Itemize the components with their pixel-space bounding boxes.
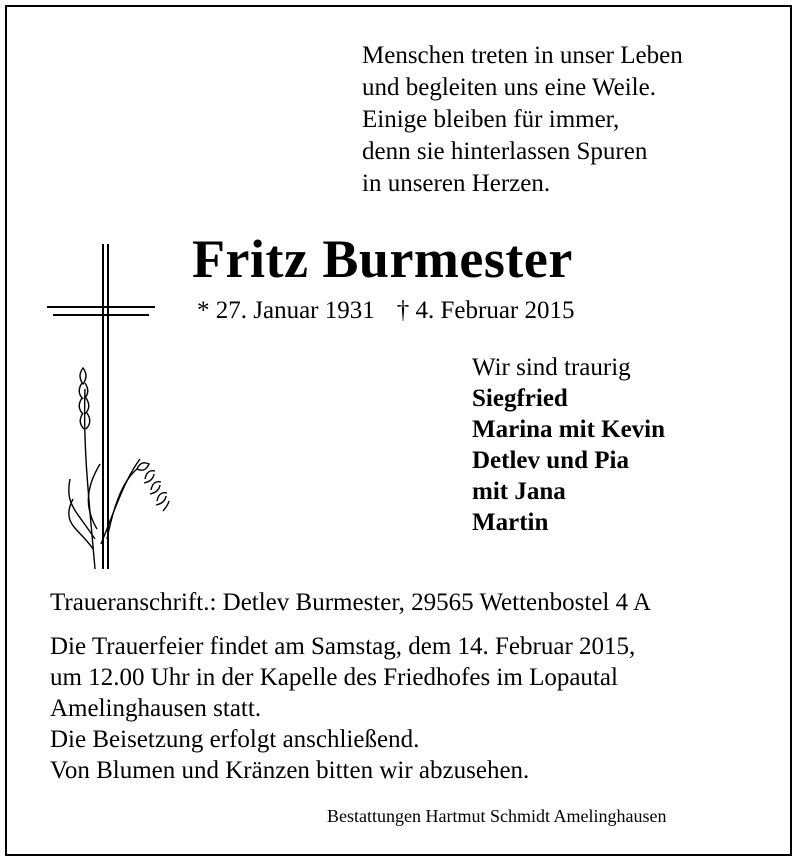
undertaker-credit: Bestattungen Hartmut Schmidt Amelinghausen	[327, 806, 667, 826]
mourners-list	[472, 352, 665, 538]
mourner-name: Marina mit Kevin	[472, 416, 666, 443]
mourner-name: Siegfried	[472, 385, 568, 412]
mourner-name: mit Jana	[472, 478, 566, 505]
ceremony-info	[50, 631, 635, 786]
mourner-name: Detlev und Pia	[472, 447, 629, 474]
poem	[362, 40, 683, 200]
mourning-address: Traueranschrift.: Detlev Burmester, 29565 Wettenbostel 4 A	[50, 589, 652, 616]
life-dates	[197, 294, 575, 328]
poem-line: Menschen treten in unser Leben	[362, 42, 683, 69]
poem-line: und begleiten uns eine Weile.	[362, 74, 656, 101]
ceremony-line: Von Blumen und Kränzen bitten wir abzusehen.	[50, 757, 530, 784]
poem-line: denn sie hinterlassen Spuren	[362, 138, 648, 165]
mourners-intro: Wir sind traurig	[472, 354, 631, 381]
birth-date: * 27. Januar 1931	[197, 297, 375, 324]
poem-line: Einige bleiben für immer,	[362, 106, 620, 133]
ceremony-line: Die Trauerfeier findet am Samstag, dem 14. Februar 2015,	[50, 633, 636, 660]
ceremony-line: Die Beisetzung erfolgt anschließend.	[50, 726, 420, 753]
cross-with-wheat-icon	[45, 239, 175, 574]
ceremony-line: um 12.00 Uhr in der Kapelle des Friedhofes im Lopautal	[50, 664, 618, 691]
ceremony-line: Amelinghausen statt.	[50, 695, 262, 722]
deceased-name: Fritz Burmester	[192, 229, 573, 289]
mourner-name: Martin	[472, 509, 549, 536]
obituary-notice	[5, 5, 792, 856]
poem-line: in unseren Herzen.	[362, 170, 551, 197]
death-date: † 4. Februar 2015	[396, 297, 575, 324]
